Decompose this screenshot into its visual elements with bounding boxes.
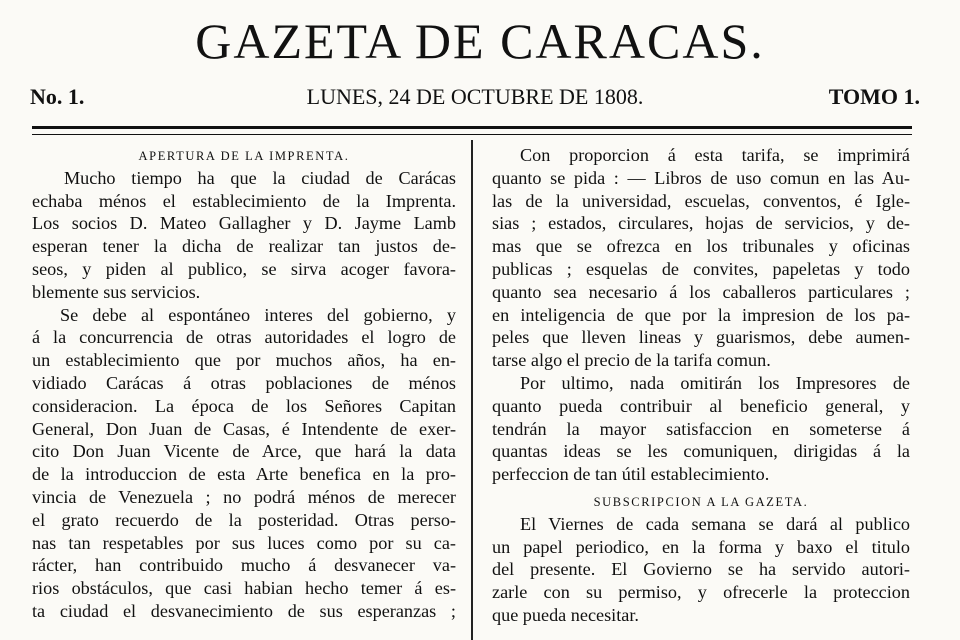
text-line: seos, y piden al publico, se sirva acoger favora- <box>32 258 456 279</box>
text-line: rácter, han contribuido mucho á desvanecer va- <box>32 555 456 576</box>
text-line: Con proporcion á esta tarifa, se imprimirá <box>520 145 910 165</box>
text-line: sias ; estados, circulares, hojas de servicios, y de- <box>492 213 910 234</box>
text-line: nas tan respetables por sus luces como por su ca- <box>32 532 456 553</box>
text-line: de la introduccion de esta Arte benefica en la pro- <box>32 464 456 485</box>
text-line: quantas ideas se les comuniquen, dirigidas á la <box>492 441 910 462</box>
text-line: echaba ménos el establecimiento de la Imprenta. <box>32 190 456 211</box>
text-line: Por ultimo, nada omitirán los Impresores de <box>520 372 910 393</box>
text-line: rios obstáculos, que casi habian hecho temer á es- <box>32 578 456 599</box>
text-line: El Viernes de cada semana se dará al publico <box>520 513 910 534</box>
text-line: quanto sea necesario á los caballeros particulares ; <box>492 281 910 302</box>
text-line: blemente sus servicios. <box>32 281 201 302</box>
text-line: zarle con su permiso, y ofrecerle la proteccion <box>492 582 910 603</box>
text-line: quanto pueda contribuir al beneficio general, y <box>492 395 910 416</box>
text-line: consideracion. La época de los Señores Capitan <box>32 395 456 416</box>
text-line: vidiado Carácas á otras poblaciones de ménos <box>32 372 456 393</box>
masthead-title: GAZETA DE CARACAS. <box>195 13 765 69</box>
text-line: vincia de Venezuela ; no podrá ménos de merecer <box>32 486 456 507</box>
issue-date: LUNES, 24 DE OCTUBRE DE 1808. <box>306 84 644 109</box>
text-line: peles que lleven lineas y guarismos, debe aumen- <box>492 327 910 348</box>
text-line: á la concurrencia de otras autoridades el logro de <box>32 327 456 348</box>
text-line: Se debe al espontáneo interes del gobierno, y <box>60 304 456 325</box>
text-line: un papel periodico, en la forma y baxo el titulo <box>492 536 910 557</box>
text-line: tarse algo el precio de la tarifa comun. <box>492 350 771 371</box>
text-line: cito Don Juan Vicente de Arce, que hará la data <box>32 441 456 462</box>
text-line: Los socios D. Mateo Gallagher y D. Jayme Lamb <box>32 213 456 234</box>
section-heading-apertura: APERTURA DE LA IMPRENTA. <box>138 149 350 163</box>
issue-number: No. 1. <box>30 84 85 109</box>
text-line: Mucho tiempo ha que la ciudad de Carácas <box>64 167 456 188</box>
right-column <box>492 144 910 627</box>
header-rule-thick <box>32 126 912 129</box>
volume-label: TOMO 1. <box>828 84 920 109</box>
text-line: ta ciudad el desvanecimiento de sus esperanzas ; <box>32 600 456 621</box>
text-line: un establecimiento que por muchos años, ha en- <box>32 350 456 371</box>
header-rule-thin <box>32 134 912 135</box>
text-line: quanto se pida : — Libros de uso comun en las Au- <box>492 167 910 188</box>
text-line: General, Don Juan de Casas, é Intendente de exer- <box>32 418 456 439</box>
text-line: en inteligencia de que por la impresion de los pa- <box>492 304 910 325</box>
text-line: mas que se ofrezca en los tribunales y oficinas <box>492 236 910 257</box>
text-line: perfeccion de tan útil establecimiento. <box>492 464 770 485</box>
left-column <box>32 144 456 623</box>
text-line: publicas ; esquelas de convites, papeletas y todo <box>492 258 910 279</box>
text-line: el grato recuerdo de la posteridad. Otras perso- <box>32 509 456 530</box>
dateline <box>30 84 920 112</box>
text-line: esperan tener la dicha de realizar tan justos de- <box>32 236 456 257</box>
section-heading-subscripcion: SUBSCRIPCION A LA GAZETA. <box>593 494 809 509</box>
text-line: del presente. El Govierno se ha servido autori- <box>492 559 910 580</box>
text-line: que pueda necesitar. <box>492 604 639 625</box>
text-line: las de la universidad, escuelas, conventos, é Igle- <box>492 190 910 211</box>
column-divider <box>471 140 473 640</box>
text-line: tendrán la mayor satisfaccion en someterse á <box>492 418 910 439</box>
